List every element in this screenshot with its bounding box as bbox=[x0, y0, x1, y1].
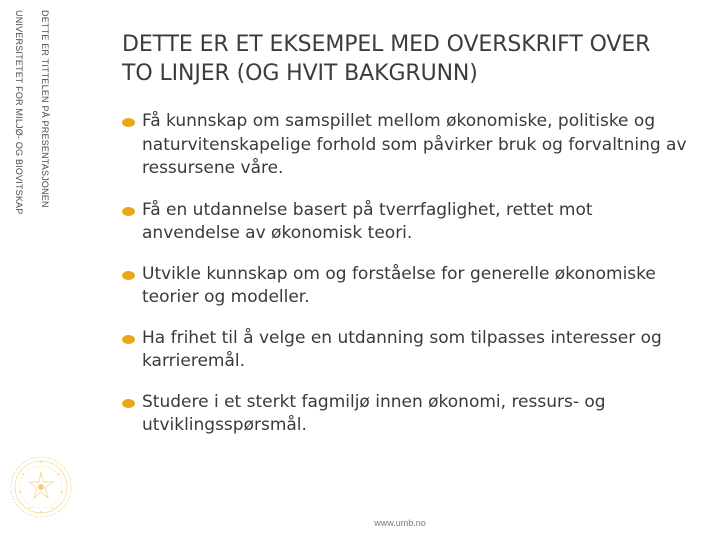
list-item bbox=[122, 327, 692, 374]
bullet-text: Få en utdannelse basert på tverrfaglighet, rettet mot anvendelse av økonomisk teori. bbox=[142, 199, 593, 243]
institution-name-vertical: UNIVERSITETET FOR MILJØ- OG BIOVITSKAP bbox=[14, 10, 24, 215]
sidebar-band bbox=[0, 0, 100, 540]
list-item bbox=[122, 391, 692, 438]
bullet-text: Utvikle kunnskap om og forståelse for generelle økonomiske teorier og modeller. bbox=[142, 263, 656, 307]
bullet-text: Studere i et sterkt fagmiljø innen økonomi, ressurs- og utviklingsspørsmål. bbox=[142, 391, 606, 435]
presentation-title-vertical: DETTE ER TITTELEN PÅ PRESENTASJONEN bbox=[40, 10, 50, 208]
bullet-dot-icon bbox=[122, 335, 135, 344]
bullet-dot-icon bbox=[122, 118, 135, 127]
slide-title: DETTE ER ET EKSEMPEL MED OVERSKRIFT OVER TO LINJER (OG HVIT BAKGRUNN) bbox=[122, 32, 651, 86]
bullet-list bbox=[122, 110, 692, 438]
bullet-dot-icon bbox=[122, 271, 135, 280]
list-item bbox=[122, 110, 692, 181]
list-item bbox=[122, 263, 692, 310]
bullet-dot-icon bbox=[122, 207, 135, 216]
footer-url[interactable]: www.umb.no bbox=[374, 518, 426, 528]
university-seal-icon bbox=[6, 452, 76, 522]
bullet-text: Få kunnskap om samspillet mellom økonomiske, politiske og naturvitenskapelige forhold som påvirker bruk og forvaltning av ressursene våre. bbox=[142, 111, 687, 178]
list-item bbox=[122, 199, 692, 246]
bullet-text: Ha frihet til å velge en utdanning som tilpasses interesser og karrieremål. bbox=[142, 327, 662, 371]
bullet-dot-icon bbox=[122, 399, 135, 408]
